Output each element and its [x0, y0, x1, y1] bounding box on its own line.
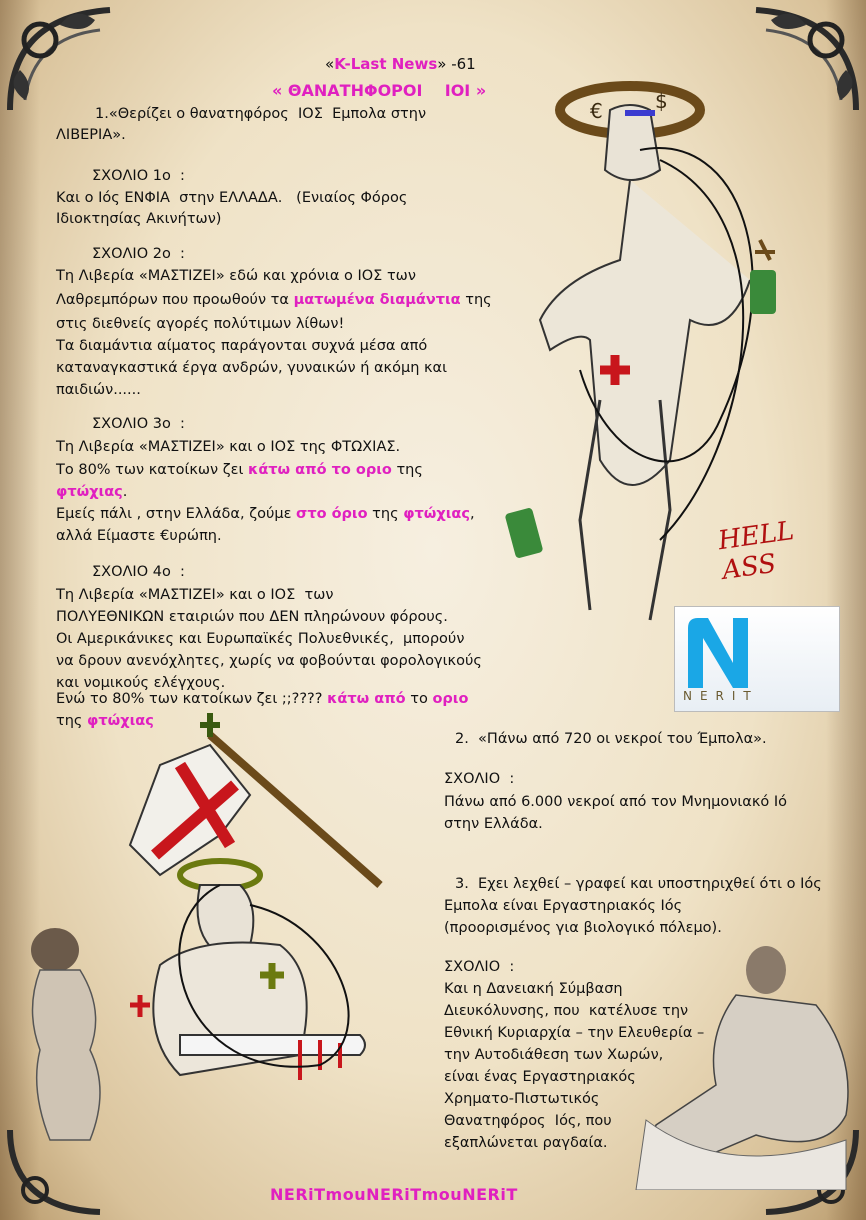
comment4-line5: και νομικούς ελέγχους.	[56, 675, 226, 691]
comment3-line4: Εμείς πάλι , στην Ελλάδα, ζούμε στο όριο της φτώχιας,	[56, 506, 475, 522]
comment1-heading: ΣΧΟΛΙΟ 1ο :	[92, 168, 185, 184]
comment2-line4: Τα διαμάντια αίματος παράγονται συχνά μέσα από	[56, 338, 428, 354]
item3-line6: Εθνική Κυριαρχία – την Ελευθερία –	[444, 1025, 705, 1041]
highlight-threshold: οριο	[432, 691, 469, 707]
highlight-poverty-3: φτώχιας	[87, 713, 154, 729]
item3-line11: εξαπλώνεται ραγδαία.	[444, 1135, 608, 1151]
highlight-blood-diamonds: ματωμένα διαμάντια	[293, 292, 461, 308]
comment1-line2: Ιδιοκτησίας Ακινήτων)	[56, 211, 222, 227]
item3-line8: είναι ένας Εργαστηριακός	[444, 1069, 636, 1085]
highlight-at-threshold: στο όριο	[296, 506, 368, 522]
svg-text:€: €	[590, 99, 603, 123]
signature: HELL ASS	[716, 515, 796, 586]
comment2-heading: ΣΧΟΛΙΟ 2ο :	[92, 246, 185, 262]
comment2-line5: καταναγκαστικά έργα ανδρών, γυναικών ή ακόμη και	[56, 360, 447, 376]
footer-signature: NERiTmouNERiTmouNERiT	[270, 1185, 518, 1204]
highlight-poverty-2: φτώχιας	[403, 506, 470, 522]
item1-line1: 1.«Θερίζει ο θανατηφόρος ΙΟΣ Εμπολα στην	[95, 106, 427, 122]
comment4-line6: Ενώ το 80% των κατοίκων ζει ;;???? κάτω από το οριο	[56, 691, 469, 707]
nerit-logo	[674, 606, 840, 712]
header-line-1: «K-Last News» -61	[325, 55, 476, 73]
comment3-line3: φτώχιας.	[56, 484, 128, 500]
comment1-line1: Και ο Ιός ΕΝΦΙΑ στην ΕΛΛΑΔΑ. (Ενιαίος Φόρος	[56, 190, 408, 206]
header-title: K-Last News	[334, 55, 438, 73]
highlight-below-threshold: κάτω από το οριο	[248, 462, 392, 478]
comment2-line6: παιδιών......	[56, 382, 141, 398]
comment4-line2: ΠΟΛΥΕΘΝΙΚΩΝ εταιριών που ΔΕΝ πληρώνουν φόρους.	[56, 609, 448, 625]
item3-line10: Θανατηφόρος Ιός, που	[444, 1113, 612, 1129]
comment3-line5: αλλά Είμαστε €υρώπη.	[56, 528, 222, 544]
crusader-figure-illustration	[100, 705, 400, 1125]
comment4-line7: της φτώχιας	[56, 713, 154, 729]
nerit-n-icon	[683, 613, 753, 693]
comment3-line2: Το 80% των κατοίκων ζει κάτω από το οριο της	[56, 462, 423, 478]
item3-line9: Χρηματο-Πιστωτικός	[444, 1091, 600, 1107]
nerit-logo-text: NERIT	[683, 689, 759, 703]
item1-line2: ΛΙΒΕΡΙΑ».	[56, 127, 126, 143]
comment4-line3: Οι Αμερικάνικες και Ευρωπαϊκές Πολυεθνικές, μπορούν	[56, 631, 465, 647]
comment4-heading: ΣΧΟΛΙΟ 4ο :	[92, 564, 185, 580]
item3-line5: Διευκόλυνσης, που κατέλυσε την	[444, 1003, 689, 1019]
item3-line7: την Αυτοδιάθεση των Χωρών,	[444, 1047, 664, 1063]
item3-line4: Και η Δανειακή Σύμβαση	[444, 981, 623, 997]
item3-line1: 3. Εχει λεχθεί – γραφεί και υποστηριχθεί ότι ο Ιός	[455, 876, 822, 892]
svg-text:$: $	[655, 89, 668, 113]
comment2-line1: Τη Λιβερία «ΜΑΣΤΙΖΕΙ» εδώ και χρόνια ο ΙΟΣ των	[56, 268, 416, 284]
comment4-line1: Τη Λιβερία «ΜΑΣΤΙΖΕΙ» και ο ΙΟΣ των	[56, 587, 334, 603]
highlight-poverty: φτώχιας	[56, 484, 123, 500]
item2-line1: 2. «Πάνω από 720 οι νεκροί του Έμπολα».	[455, 731, 767, 747]
highlight-below: κάτω από	[327, 691, 406, 707]
item2-heading: ΣΧΟΛΙΟ :	[444, 771, 515, 787]
page-title: « ΘΑΝΑΤΗΦΟΡΟΙ ΙΟΙ »	[272, 81, 487, 100]
comment4-line4: να δρουν ανενόχλητες, χωρίς να φοβούνται φορολογικούς	[56, 653, 482, 669]
comment2-line2: Λαθρεμπόρων που προωθούν τα ματωμένα διαμάντια της	[56, 292, 492, 308]
comment3-heading: ΣΧΟΛΙΟ 3ο :	[92, 416, 185, 432]
item3-heading: ΣΧΟΛΙΟ :	[444, 959, 515, 975]
item3-line2: Εμπολα είναι Εργαστηριακός Ιός	[444, 898, 683, 914]
item2-line2: Πάνω από 6.000 νεκροί από τον Μνημονιακό Ιό	[444, 794, 787, 810]
item3-line3: (προορισμένος για βιολογικό πόλεμο).	[444, 920, 722, 936]
comment3-line1: Τη Λιβερία «ΜΑΣΤΙΖΕΙ» και ο ΙΟΣ της ΦΤΩΧΙΑΣ.	[56, 439, 401, 455]
ornament-top-left-icon	[0, 0, 130, 120]
comment2-line3: στις διεθνείς αγορές πολύτιμων λίθων!	[56, 316, 345, 332]
left-statue-illustration	[10, 920, 120, 1170]
item2-line3: στην Ελλάδα.	[444, 816, 543, 832]
